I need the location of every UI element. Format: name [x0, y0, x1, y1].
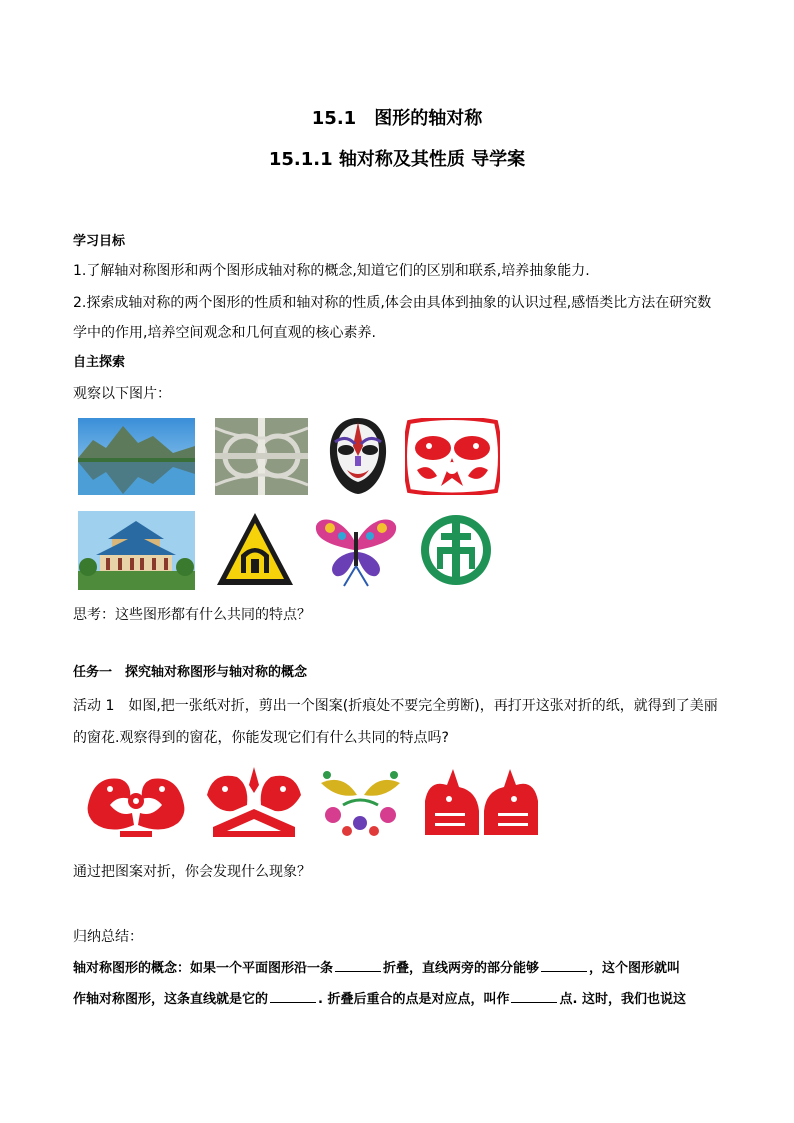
definition-text-part: . 折叠后重合的点是对应点，叫作	[318, 992, 510, 1007]
page-title: 15.1 图形的轴对称	[311, 108, 483, 129]
opera-mask-image	[325, 416, 391, 496]
papercut-birds-flowers-image	[313, 765, 408, 840]
bank-logo-image	[417, 511, 495, 589]
highway-interchange-image	[215, 418, 308, 495]
definition-text-part: 折叠，直线两旁的部分能够	[383, 961, 540, 976]
memorial-hall-image	[78, 511, 195, 590]
paper-cut-fish-image	[405, 418, 500, 495]
definition-line2	[73, 988, 686, 1010]
activity1-line1: 活动 1 如图,把一张纸对折，剪出一个图案(折痕处不要完全剪断)，再打开这张对折的纸，就得到了美丽	[73, 698, 718, 714]
summary-heading: 归纳总结：	[73, 929, 143, 945]
definition-text-part: 点. 这时，我们也说这	[559, 992, 686, 1007]
activity1-line2: 的窗花.观察得到的窗花，你能发现它们有什么共同的特点吗?	[73, 730, 449, 746]
observe-text: 观察以下图片：	[73, 386, 171, 402]
think-question: 思考：这些图形都有什么共同的特点？	[73, 607, 311, 623]
definition-line1	[73, 957, 680, 979]
goal-item-1: 1.了解轴对称图形和两个图形成轴对称的概念,知道它们的区别和联系,培养抽象能力.	[73, 263, 590, 279]
explore-heading: 自主探索	[73, 355, 126, 370]
page-subtitle: 15.1.1 轴对称及其性质 导学案	[268, 149, 526, 170]
mountain-lake-image	[78, 418, 195, 495]
goals-heading: 学习目标	[73, 234, 126, 249]
tunnel-warning-sign-image	[215, 511, 295, 587]
fill-blank[interactable]	[511, 988, 557, 1003]
definition-text-part: ，这个图形就叫	[589, 961, 681, 976]
goal-item-2-line1: 2.探索成轴对称的两个图形的性质和轴对称的性质,体会由具体到抽象的认识过程,感悟类比方法在研究数	[73, 295, 712, 311]
goal-item-2-line2: 学中的作用,培养空间观念和几何直观的核心素养.	[73, 325, 376, 341]
fill-blank[interactable]	[335, 957, 381, 972]
definition-text-part: 作轴对称图形，这条直线就是它的	[73, 992, 269, 1007]
fill-blank[interactable]	[541, 957, 587, 972]
butterfly-kite-image	[314, 514, 398, 588]
fill-blank[interactable]	[270, 988, 316, 1003]
definition-text-part: 轴对称图形的概念：如果一个平面图形沿一条	[73, 961, 334, 976]
papercut-rabbits-image	[419, 765, 544, 840]
papercut-kylin-image	[203, 765, 305, 840]
papercut-dragons-image	[80, 765, 192, 840]
fold-question: 通过把图案对折，你会发现什么现象？	[73, 864, 311, 880]
task1-heading: 任务一 探究轴对称图形与轴对称的概念	[73, 665, 308, 680]
